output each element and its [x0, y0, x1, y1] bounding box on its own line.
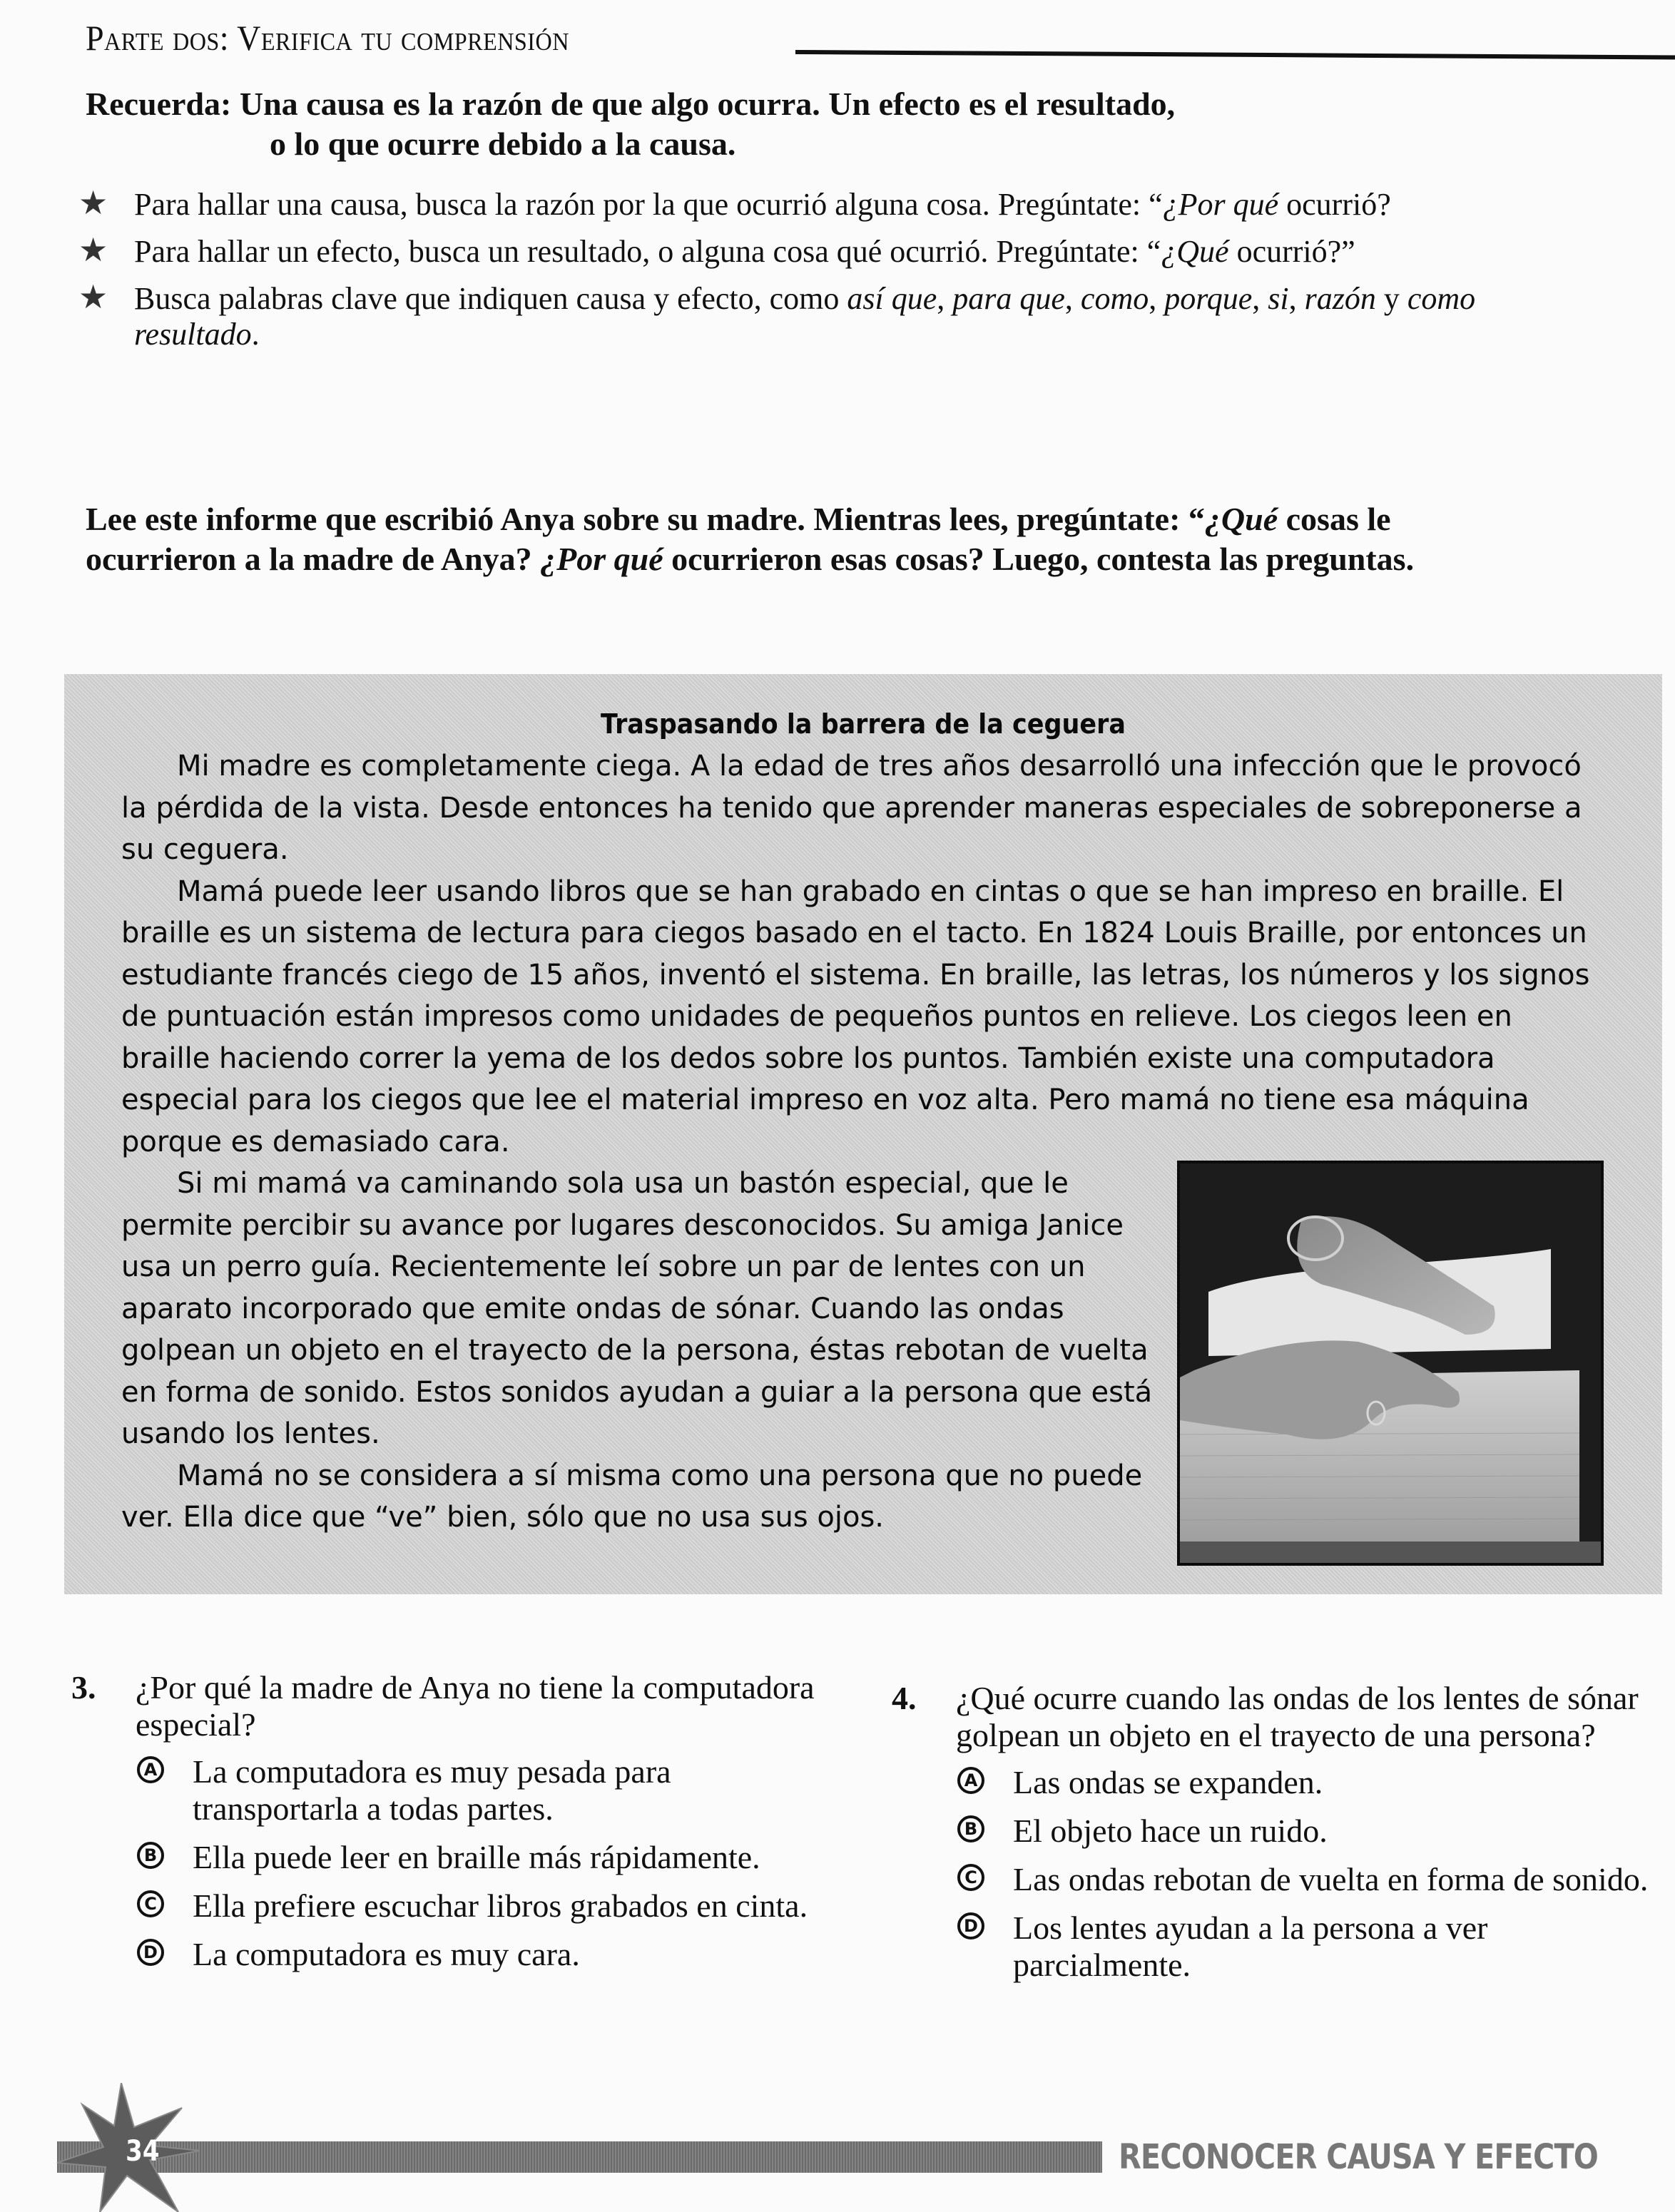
reminder-line-1: Recuerda: Una causa es la razón de que algo ocurra. Un efecto es el resultado, [86, 86, 1176, 122]
answer-choice-a[interactable]: A Las ondas se expanden. [892, 1764, 1669, 1801]
passage-paragraph: Mamá no se considera a sí misma como una persona que no puede ver. Ella dice que “ve” bien, sólo que no usa sus ojos. [121, 1459, 1143, 1534]
answer-bubble-d[interactable]: D [137, 1939, 164, 1966]
answer-bubble-d[interactable]: D [957, 1912, 984, 1940]
answer-bubble-a[interactable]: A [137, 1756, 164, 1783]
star-icon: ★ [78, 185, 108, 221]
answer-choice-d[interactable]: D La computadora es muy cara. [71, 1936, 820, 1973]
tips-list [78, 187, 1505, 364]
passage-paragraph: Si mi mamá va caminando sola usa un bastón especial, que le permite percibir su avance por lugares desconocidos. Su amiga Janice usa un perro guía. Recientemente leí sobre un par de lentes con un aparato incorporado que emite ondas de sónar. Cuando las ondas golpean un objeto en el trayecto de la persona, éstas rebotan de vuelta en forma de sonido. Estos sonidos ayudan a guiar a la persona que está usando los lentes. [121, 1167, 1153, 1450]
answer-bubble-b[interactable]: B [957, 1815, 984, 1843]
hands-reading-braille-photo [1177, 1161, 1604, 1566]
answer-choice-d[interactable]: D Los lentes ayudan a la persona a ver parcialmente. [892, 1910, 1669, 1984]
star-icon: ★ [78, 232, 108, 268]
passage-title: Traspasando la barrera de la ceguera [601, 708, 1126, 740]
page-number: 34 [126, 2135, 160, 2168]
reminder-line-2: o lo que ocurre debido a la causa. [270, 126, 736, 162]
reading-instructions: Lee este informe que escribió Anya sobre su madre. Mientras lees, pregúntate: “¿Qué cosas le ocurrieron a la madre de Anya? ¿Por qué ocurrieron esas cosas? Luego, contesta las preguntas. [86, 501, 1415, 577]
page-star-icon [43, 2083, 200, 2212]
tip-item: ★ Para hallar un efecto, busca un resultado, o alguna cosa qué ocurrió. Pregúntate: “¿Qué ocurrió?” [78, 232, 1355, 269]
reminder-box [86, 84, 1498, 164]
reading-passage [64, 674, 1662, 1594]
passage-paragraph: Mi madre es completamente ciega. A la edad de tres años desarrolló una infección que le provocó la pérdida de la vista. Desde entonces ha tenido que aprender maneras especiales de sobreponerse a su ceguera. [121, 750, 1582, 866]
answer-choice-c[interactable]: C Ella prefiere escuchar libros grabados en cinta. [71, 1887, 820, 1925]
answer-choice-a[interactable]: A La computadora es muy pesada para transportarla a todas partes. [71, 1753, 820, 1828]
tip-item: ★ Busca palabras clave que indiquen causa y efecto, como así que, para que, como, porque, si, razón y como resultado. [78, 279, 1476, 352]
question-stem: 3. ¿Por qué la madre de Anya no tiene la computadora especial? [71, 1669, 815, 1743]
answer-choice-c[interactable]: C Las ondas rebotan de vuelta en forma de sonido. [892, 1861, 1669, 1898]
passage-paragraph: Mamá puede leer usando libros que se han grabado en cintas o que se han impreso en braille. El braille es un sistema de lectura para ciegos basado en el tacto. En 1824 Louis Braille, por entonces un estudiante francés ciego de 15 años, inventó el sistema. En braille, las letras, los números y los signos de puntuación están impresos como unidades de pequeños puntos en relieve. Los ciegos leen en braille haciendo correr la yema de los dedos sobre los puntos. También existe una computadora especial para los ciegos que lee el material impreso en voz alta. Pero mamá no tiene esa máquina porque es demasiado cara. [121, 875, 1590, 1158]
footer-bar [57, 2141, 1102, 2173]
answer-choice-b[interactable]: B El objeto hace un ruido. [892, 1813, 1669, 1850]
answer-bubble-c[interactable]: C [137, 1890, 164, 1917]
answer-choice-b[interactable]: B Ella puede leer en braille más rápidamente. [71, 1839, 820, 1876]
photo-illustration [1180, 1163, 1601, 1563]
answer-bubble-c[interactable]: C [957, 1864, 984, 1891]
question-4 [892, 1680, 1669, 1995]
question-number: 3. [71, 1669, 96, 1706]
page-header [86, 13, 1675, 56]
question-number: 4. [892, 1680, 917, 1716]
question-3 [71, 1669, 820, 1984]
answer-bubble-a[interactable]: A [957, 1767, 984, 1794]
footer-section-label: RECONOCER CAUSA Y EFECTO [1119, 2137, 1598, 2177]
section-title: Parte dos: Verifica tu comprensión [86, 18, 569, 58]
question-stem: 4. ¿Qué ocurre cuando las ondas de los lentes de sónar golpean un objeto en el trayecto de una persona? [892, 1680, 1639, 1753]
answer-bubble-b[interactable]: B [137, 1842, 164, 1869]
star-icon: ★ [78, 279, 108, 315]
tip-item: ★ Para hallar una causa, busca la razón por la que ocurrió alguna cosa. Pregúntate: “¿Por qué ocurrió? [78, 185, 1391, 222]
